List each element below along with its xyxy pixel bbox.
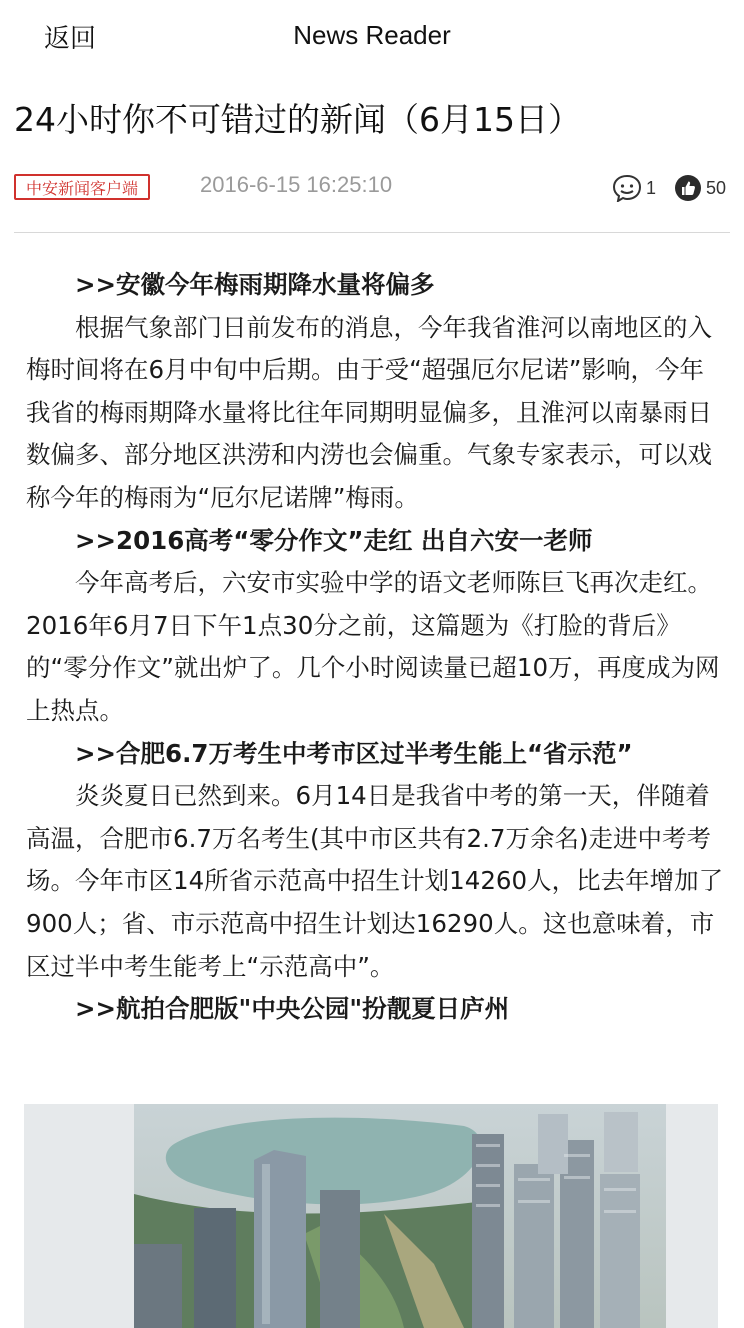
- divider: [14, 232, 730, 233]
- section-paragraph: 根据气象部门日前发布的消息，今年我省淮河以南地区的入梅时间将在6月中旬中后期。由于受“超强厄尔尼诺”影响，今年我省的梅雨期降水量将比往年同期明显偏多，且淮河以南暴雨日数偏多、部分地区洪涝和内涝也会偏重。气象专家表示，可以戏称今年的梅雨为“厄尔尼诺牌”梅雨。: [26, 312, 712, 512]
- like-count: 50: [706, 177, 727, 198]
- article-meta: [14, 170, 730, 206]
- section-paragraph: 炎炎夏日已然到来。6月14日是我省中考的第一天，伴随着高温，合肥市6.7万名考生(其中市区共有2.7万余名)走进中考考场。今年市区14所省示范高中招生计划14260人，比去年增加了900人；省、市示范高中招生计划达16290人。这也意味着，市区过半中考生能考上“示范高中”。: [26, 781, 724, 981]
- article-headline: 24小时你不可错过的新闻（6月15日）: [14, 100, 581, 139]
- section-heading: >>2016高考“零分作文”走红 出自六安一老师: [75, 525, 593, 555]
- like-button[interactable]: [674, 174, 726, 202]
- page-title: News Reader: [293, 20, 451, 50]
- section-heading: >>安徽今年梅雨期降水量将偏多: [75, 270, 435, 299]
- section-paragraph: 今年高考后，六安市实验中学的语文老师陈巨飞再次走红。2016年6月7日下午1点30分之前，这篇题为《打脸的背后》的“零分作文”就出炉了。几个小时阅读量已超10万，再度成为网上热点。: [26, 568, 720, 725]
- back-button[interactable]: 返回: [44, 24, 97, 54]
- comment-count: 1: [646, 177, 657, 198]
- comment-face-icon: [612, 174, 642, 202]
- section-heading: >>航拍合肥版"中央公园"扮靓夏日庐州: [75, 994, 510, 1024]
- publish-timestamp: 2016-6-15 16:25:10: [200, 172, 393, 197]
- aerial-photo[interactable]: [24, 1104, 718, 1328]
- aerial-city-illustration: [134, 1104, 666, 1328]
- section-heading: >>合肥6.7万考生中考市区过半考生能上“省示范”: [75, 738, 633, 768]
- source-badge[interactable]: 中安新闻客户端: [14, 174, 150, 200]
- comment-button[interactable]: [612, 174, 656, 202]
- article-body: [26, 264, 726, 1031]
- thumbs-up-icon: [674, 174, 702, 202]
- nav-bar: [0, 0, 744, 72]
